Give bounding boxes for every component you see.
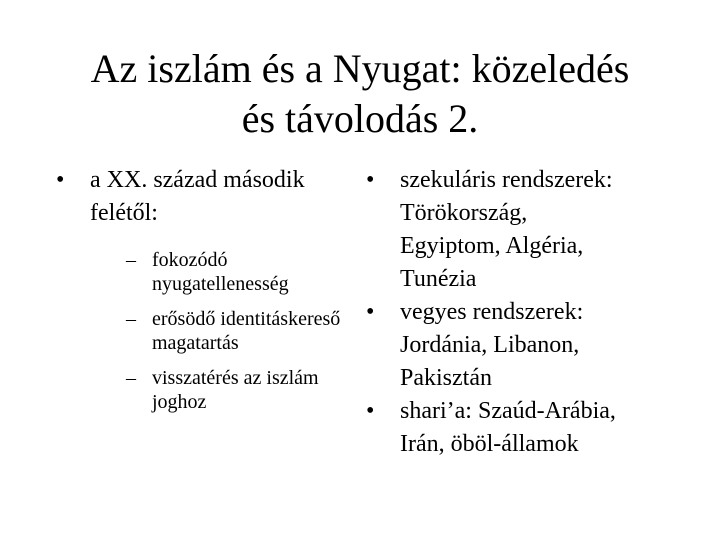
bullet-line: Törökország,: [400, 200, 528, 226]
bullet-marker: •: [366, 398, 375, 424]
bullet-line: Egyiptom, Algéria,: [400, 233, 584, 259]
bullet-line: Irán, öböl-államok: [400, 431, 579, 457]
sub-item-line: magatartás: [152, 332, 239, 354]
sub-item-line: nyugatellenesség: [152, 273, 289, 295]
bullet-line: Pakisztán: [400, 365, 492, 391]
bullet-marker: •: [366, 167, 375, 193]
left-sub-list: [90, 248, 356, 414]
sub-item-line: fokozódó: [152, 249, 228, 271]
slide-title-line-2: és távolodás 2.: [241, 96, 479, 141]
bullet-line: vegyes rendszerek:: [400, 299, 584, 325]
sub-item: [90, 248, 356, 296]
right-bullet-secular: [366, 164, 696, 296]
right-column: [366, 164, 696, 461]
left-bullet-line-1: a XX. század második: [90, 167, 305, 193]
sub-item-line: erősödő identitáskereső: [152, 308, 341, 330]
left-bullet-line-2: felétől:: [90, 200, 158, 226]
slide-title: [30, 44, 690, 144]
sub-marker: –: [126, 367, 136, 389]
sub-item-line: visszatérés az iszlám: [152, 367, 319, 389]
right-bullet-sharia: [366, 395, 696, 461]
sub-marker: –: [126, 249, 136, 271]
bullet-line: Tunézia: [400, 266, 477, 292]
left-bullet: [56, 164, 356, 414]
bullet-marker: •: [366, 299, 375, 325]
sub-item: [90, 366, 356, 414]
right-bullet-mixed: [366, 296, 696, 395]
bullet-marker: •: [56, 167, 65, 193]
sub-item-line: joghoz: [152, 391, 207, 413]
slide-title-line-1: Az iszlám és a Nyugat: közeledés: [90, 46, 630, 91]
sub-marker: –: [126, 308, 136, 330]
bullet-line: Jordánia, Libanon,: [400, 332, 580, 358]
left-column: [56, 164, 356, 425]
sub-item: [90, 307, 356, 355]
bullet-line: szekuláris rendszerek:: [400, 167, 613, 193]
bullet-line: shari’a: Szaúd-Arábia,: [400, 398, 616, 424]
